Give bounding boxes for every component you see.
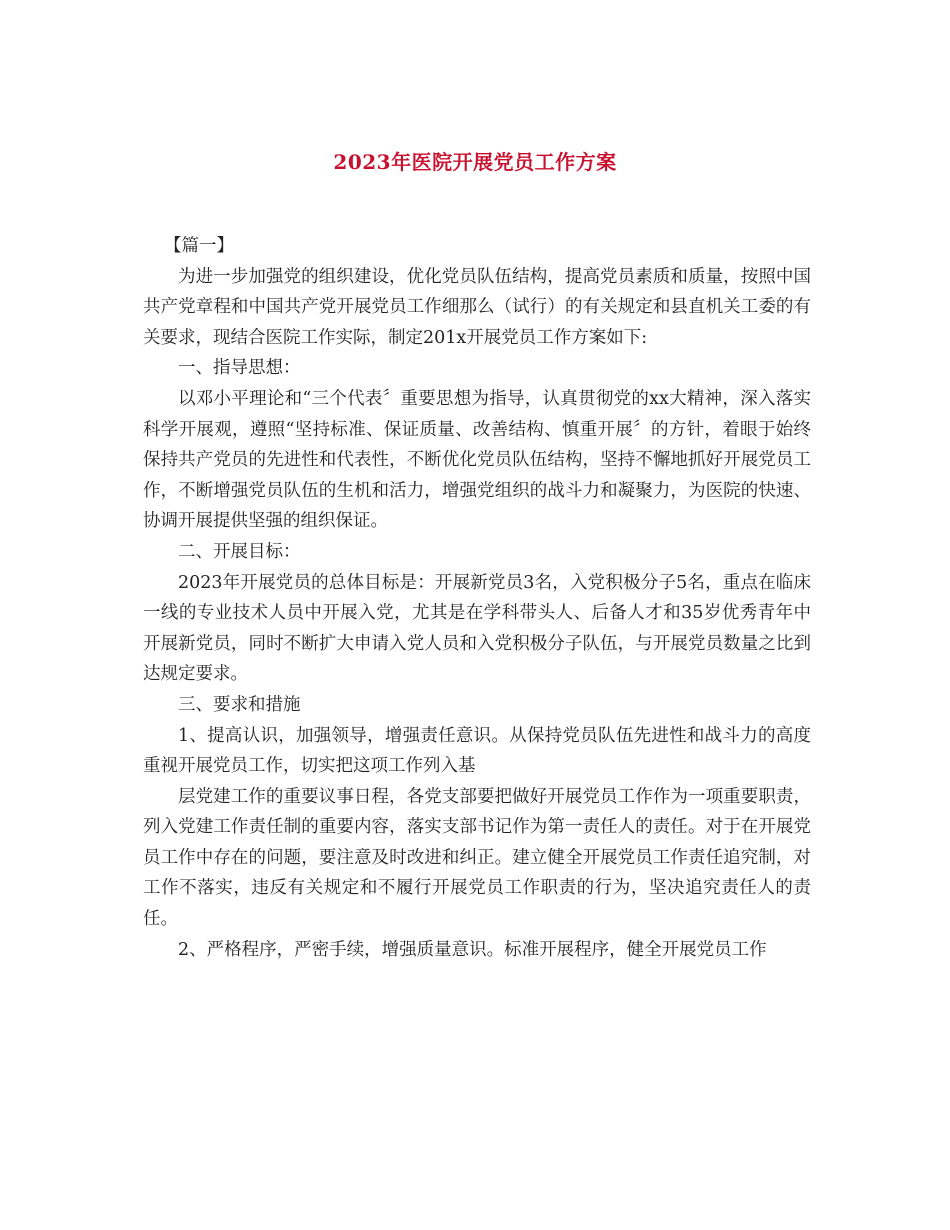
document-body [143, 231, 811, 965]
paragraph-requirement-1: 1、提高认识，加强领导，增强责任意识。从保持党员队伍先进性和战斗力的高度重视开展党员工作，切实把这项工作列入基 [143, 725, 811, 777]
paragraph-requirement-2: 2、严格程序，严密手续，增强质量意识。标准开展程序，健全开展党员工作 [178, 939, 767, 960]
paragraph-intro: 为进一步加强党的组织建设，优化党员队伍结构，提高党员素质和质量，按照中国共产党章程和中国共产党开展党员工作细那么（试行）的有关规定和县直机关工委的有关要求，现结合医院工作实际，制定201x开展党员工作方案如下: [143, 266, 811, 348]
paragraph-guiding-thought: 以邓小平理论和“三个代表〞重要思想为指导，认真贯彻党的xx大精神，深入落实科学开展观，遵照“坚持标准、保证质量、改善结构、慎重开展〞的方针，着眼于始终保持共产党员的先进性和代表性，不断优化党员队伍结构，坚持不懈地抓好开展党员工作，不断增强党员队伍的生机和活力，增强党组织的战斗力和凝聚力，为医院的快速、协调开展提供坚强的组织保证。 [143, 388, 811, 532]
heading-goals: 二、开展目标： [178, 541, 301, 562]
section-label: 【篇一】 [164, 236, 234, 256]
heading-guiding-thought: 一、指导思想： [178, 358, 301, 379]
paragraph-requirement-1-cont: 层党建工作的重要议事日程，各党支部要把做好开展党员工作作为一项重要职责，列入党建工作责任制的重要内容，落实支部书记作为第一责任人的责任。对于在开展党员工作中存在的问题，要注意及时改进和纠正。建立健全开展党员工作责任追究制，对工作不落实，违反有关规定和不履行开展党员工作职责的行为，坚决追究责任人的责任。 [143, 786, 811, 930]
paragraph-goals: 2023年开展党员的总体目标是：开展新党员3名，入党积极分子5名，重点在临床一线的专业技术人员中开展入党，尤其是在学科带头人、后备人才和35岁优秀青年中开展新党员，同时不断扩大申请入党人员和入党积极分子队伍，与开展党员数量之比到达规定要求。 [143, 572, 811, 685]
heading-requirements: 三、要求和措施 [178, 694, 301, 715]
document-title: 2023年医院开展党员工作方案 [333, 150, 617, 174]
